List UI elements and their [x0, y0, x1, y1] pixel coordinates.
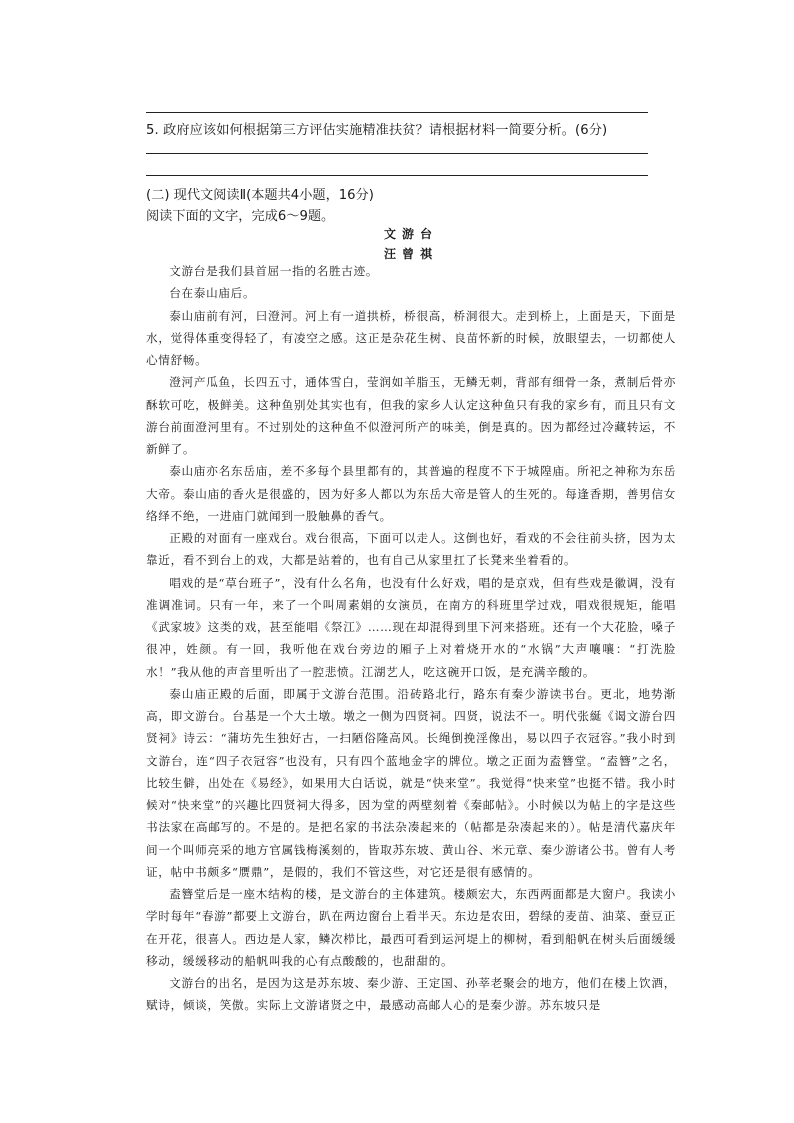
paragraph: 泰山庙亦名东岳庙，差不多每个县里都有的，其普遍的程度不下于城隍庙。所祀之神称为东岳大帝。泰山庙的香火是很盛的，因为好多人都以为东岳大帝是管人的生死的。每逢香期，善男信女络绎不绝，一进庙门就闻到一股触鼻的香气。 [146, 464, 676, 523]
article-title: 文游台 [383, 227, 438, 241]
section-instruction: 阅读下面的文字，完成6～9题。 [146, 209, 335, 224]
answer-line [146, 175, 648, 176]
paragraph: 正殿的对面有一座戏台。戏台很高，下面可以走人。这倒也好，看戏的不会往前头挤，因为太靠近，看不到台上的戏，大都是站着的，也有自己从家里扛了长凳来坐着看的。 [146, 531, 676, 568]
paragraph: 泰山庙正殿的后面，即属于文游台范围。沿砖路北行，路东有秦少游读书台。更北，地势渐高，即文游台。台基是一个大土墩。墩之一侧为四贤祠。四贤，说法不一。明代张綖《谒文游台四贤祠》诗云：“蒲坊先生独好古，一扫陋俗隆高风。长绳倒挽淫像出，易以四子衣冠容。”我小时到文游台，连“四子衣冠容”也没有，只有四个蓝地金字的牌位。墩之正面为盍簪堂。“盍簪”之名，比较生僻，出处在《易经》，如果用大白话说，就是“快来堂”。我觉得“快来堂”也挺不错。我小时候对“快来堂”的兴趣比四贤祠大得多，因为堂的两壁刻着《秦邮帖》。小时候以为帖上的字是这些书法家在高邮写的。不是的。是把名家的书法杂凑起来的（帖都是杂凑起来的）。帖是清代嘉庆年间一个叫师亮采的地方官属钱梅溪刻的，皆取苏东坡、黄山谷、米元章、秦少游诸公书。曾有人考证，帖中书颇多“赝鼎”，是假的，我们不管这些，对它还是很有感情的。 [146, 686, 676, 879]
paragraph: 台在泰山庙后。 [169, 286, 256, 301]
question-5: 5. 政府应该如何根据第三方评估实施精准扶贫？请根据材料一简要分析。(6分) [146, 123, 608, 138]
article-body [146, 260, 676, 1017]
paragraph: 盍簪堂后是一座木结构的楼，是文游台的主体建筑。楼颇宏大，东西两面都是大窗户。我读小学时每年“春游”都要上文游台，趴在两边窗台上看半天。东边是农田，碧绿的麦苗、油菜、蚕豆正在开花，很喜人。西边是人家，鳞次栉比，最西可看到运河堤上的柳树，看到船帆在树头后面缓缓移动，缓缓移动的船帆叫我的心有点酸酸的，也甜甜的。 [146, 887, 676, 968]
answer-line [146, 153, 648, 154]
paragraph: 文游台的出名，是因为这是苏东坡、秦少游、王定国、孙莘老聚会的地方，他们在楼上饮酒，赋诗，倾谈，笑傲。实际上文游诸贤之中，最感动高邮人心的是秦少游。苏东坡只是 [146, 976, 676, 1013]
paragraph: 唱戏的是“草台班子”，没有什么名角，也没有什么好戏，唱的是京戏，但有些戏是徽调，没有准调准词。只有一年，来了一个叫周素娟的女演员，在南方的科班里学过戏，唱戏很规矩，能唱《武家坡》这类的戏，甚至能唱《祭江》……现在却混得到里下河来搭班。还有一个大花脸，嗓子很冲，姓颜。有一回，我听他在戏台旁边的厢子上对着烧开水的“水锅”大声嚷嚷：“打洗脸水！”我从他的声音里听出了一腔悲愤。江湖艺人，吃这碗开口饭，是充满辛酸的。 [146, 575, 676, 679]
section-heading: (二) 现代文阅读Ⅱ(本题共4小题，16分) [146, 188, 374, 203]
article-author: 汪曾祺 [383, 247, 438, 261]
paragraph: 澄河产瓜鱼，长四五寸，通体雪白，莹润如羊脂玉，无鳞无刺，背部有细骨一条，煮制后骨亦酥软可吃，极鲜美。这种鱼别处其实也有，但我的家乡人认定这种鱼只有我的家乡有，而且只有文游台前面澄河里有。不过别处的这种鱼不似澄河所产的味美，倒是真的。因为都经过冷藏转运，不新鲜了。 [146, 375, 676, 456]
paragraph: 文游台是我们县首屈一指的名胜古迹。 [169, 264, 379, 278]
paragraph: 泰山庙前有河，曰澄河。河上有一道拱桥，桥很高，桥洞很大。走到桥上，上面是天，下面是水，觉得体重变得轻了，有凌空之感。这正是杂花生树、良苗怀新的时候，放眼望去，一切都使人心情舒畅。 [146, 308, 676, 367]
answer-line [146, 112, 648, 113]
